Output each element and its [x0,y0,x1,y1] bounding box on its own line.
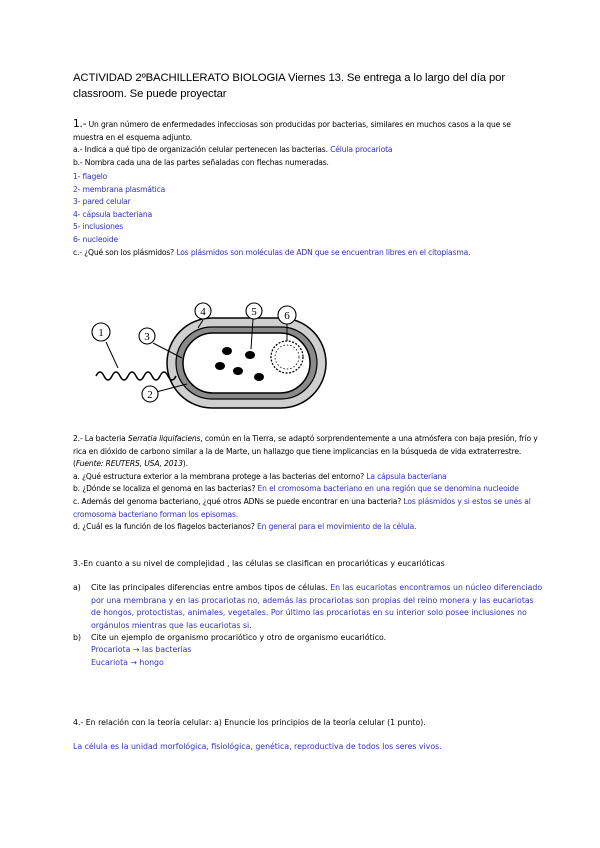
question-1-number: 1.- [73,118,87,130]
diagram-label-1: 1 [98,327,104,339]
question-2a: a. ¿Qué estructura exterior a la membrana protege a las bacterias del entorno? [73,471,367,481]
question-4: 4.- En relación con la teoría celular: a) Enuncie los principios de la teoría celular (1 punto). [73,718,426,727]
question-3b-label: b) [73,633,81,643]
part-item: 3- pared celular [73,197,131,207]
part-item: 6- nucleoide [73,234,119,244]
question-1c: c.- ¿Qué son los plásmidos? [73,247,177,257]
question-2-intro-cont: , común en la Tierra, se adaptó sorprendentemente a una atmósfera con baja presión, frío y rica en dióxido de carbono similar a la de Marte, un hallazgo que tiene implicancias en la búsqueda de vida extraterrestre. ( [73,434,538,469]
species-name: Serratia liquifaciens [127,434,201,443]
question-3b: Cite un ejemplo de organismo procariótico y otro de organismo eucariótico. [91,633,387,643]
diagram-label-2: 2 [147,389,153,401]
diagram-label-6: 6 [284,310,290,322]
source-citation: Fuente: REUTERS, USA, 2013 [75,459,183,469]
question-1b: b.- Nombra cada una de las partes señaladas con flechas numeradas. [73,157,329,167]
page-header: ACTIVIDAD 2ºBACHILLERATO BIOLOGIA Viernes 13. Se entrega a lo largo del día por classroom. Se puede proyectar [73,72,506,100]
question-3 [73,558,543,669]
answer-4: La célula es la unidad morfológica, fisiológica, genética, reproductiva de todos los seres vivos. [73,742,442,751]
part-item: 5- inclusiones [73,222,124,232]
question-3a-label: a) [73,583,81,593]
part-item: 4- cápsula bacteriana [73,209,153,219]
question-1-intro: Un gran número de enfermedades infecciosas son producidas por bacterias, similares en muchos casos a la que se muestra en el esquema adjunto. [73,120,511,142]
question-2 [73,433,543,534]
question-1a: a.- Indica a qué tipo de organización celular pertenecen las bacterias. [73,145,331,155]
answer-3a: En las eucariotas encontramos un núcleo diferenciado por una membrana y en las procariotas no, además las procariotas son propias del reino monera y las eucariotas de hongos, protoctistas, animales, vegetales. Por último las procariotas en su interior solo posee inclusiones no orgánulos mientras que las eucariotas si. [91,583,543,630]
question-2-intro: 2.- La bacteria [73,434,128,443]
question-2d: d. ¿Cuál es la función de los flagelos bacterianos? [73,522,257,532]
answer-3b-eucariota: Eucariota → hongo [91,657,164,667]
answer-1a: Célula procariota [330,145,393,155]
answer-3b-procariota: Procariota → las bacterias [91,645,192,655]
question-3-intro: 3.-En cuanto a su nivel de complejidad , las células se clasifican en procarióticas y eucarióticas [73,559,445,568]
diagram-label-5: 5 [251,306,257,318]
diagram-label-4: 4 [200,306,206,318]
diagram-label-3: 3 [144,331,150,343]
answer-2b: En el cromosoma bacteriano en una región que se denomina nucleoide [257,484,519,494]
question-2b: b. ¿Dónde se localiza el genoma en las bacterias? [73,484,258,494]
part-item: 1- flagelo [73,172,108,181]
bacterium-diagram [90,298,330,416]
question-2c: c. Además del genoma bacteriano, ¿qué otros ADNs se puede encontrar en una bacteria? [73,496,404,506]
answer-2d: En general para el movimiento de la célula. [256,522,417,532]
part-item: 2- membrana plasmática [73,184,166,194]
answer-2a: La cápsula bacteriana [366,471,447,481]
question-1 [73,118,543,169]
membrane-layer [183,333,310,393]
flagellum [96,372,176,380]
answer-2c: Los plásmidos y si estos se unes al cromosoma bacteriano forman los episomas. [73,496,531,519]
parts-list [73,171,543,259]
answer-1c: Los plásmidos son moléculas de ADN que se encuentran libres en el citoplasma. [176,247,471,257]
question-3a: Cite las principales diferencias entre ambos tipos de células. [91,583,331,593]
question-2-intro-end: ). [182,459,188,469]
